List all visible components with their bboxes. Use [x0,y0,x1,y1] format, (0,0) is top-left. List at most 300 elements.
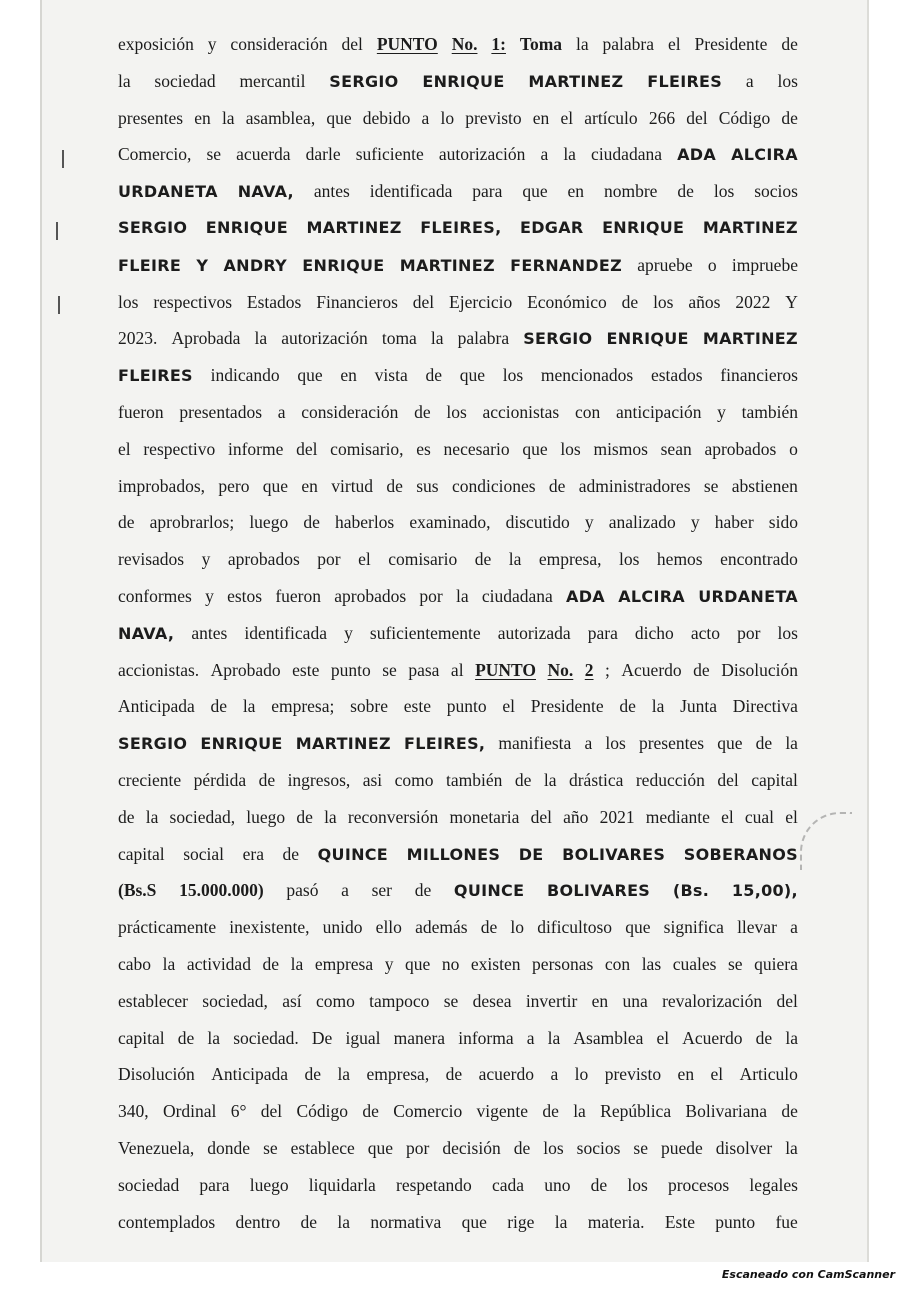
document-word: para [587,622,618,643]
document-word: MILLONES [406,844,501,864]
document-word: que [522,438,548,459]
document-word: los [502,365,524,386]
document-word: Comercio [393,1101,463,1122]
document-word: empresa, [366,1064,430,1085]
document-word: toma [381,328,417,349]
document-word: el [358,549,371,570]
document-word: del [530,806,552,827]
document-word: QUINCE [453,881,525,901]
document-word: y [384,953,394,974]
document-line [118,468,798,505]
document-word: se [633,1137,648,1158]
document-word: ADA [566,586,605,606]
document-word: sus [416,475,439,496]
scan-edge-mark [56,222,58,240]
document-word: 2022 [735,291,771,312]
document-word: sociedad [154,70,216,91]
document-word: Anticipada [118,696,195,717]
document-word: de [118,806,135,827]
document-word: una [622,990,648,1011]
document-word: unido [322,917,363,938]
document-word: el [656,1027,670,1048]
document-word: asi [362,769,383,790]
document-word: consideración [230,34,328,54]
document-word: ENRIQUE [606,329,689,349]
document-word: previsto [604,1064,662,1085]
document-word: la [145,806,159,827]
document-word: SERGIO [118,734,188,754]
document-word: de [303,512,320,533]
document-word: cada [491,1174,525,1195]
document-word: Acuerdo [682,1027,743,1048]
document-word: República [600,1101,672,1122]
document-word: Toma [519,34,563,54]
document-word: de [362,1101,379,1122]
document-word: informa [458,1027,514,1048]
document-word: socios [754,181,798,202]
document-word: dificultoso [537,917,613,938]
document-word: vista [374,365,408,386]
document-word: luego [249,512,289,533]
document-word: el [118,438,131,459]
document-word: ciudadana [591,144,662,165]
document-word: la [455,585,469,606]
document-word: los [777,70,798,91]
document-word: previsto [465,107,522,128]
document-word: que [461,1211,487,1232]
document-word: pasó [286,880,319,901]
document-word: de [542,1101,559,1122]
document-word: presentes [118,107,184,128]
document-word: DE [518,844,544,864]
document-word: que [326,107,352,128]
document-word: De [311,1027,333,1048]
document-word: cual [744,806,775,827]
document-word: la [573,1101,586,1122]
document-word: el [502,696,516,717]
document-word: palabra [457,328,510,349]
document-word: (Bs. [672,881,710,901]
document-word: empresa, [538,549,602,570]
document-word: año [563,806,589,827]
document-word: haber [714,512,754,533]
document-word: ENRIQUE [302,255,385,275]
document-word: Aprobado [210,659,281,680]
document-word: ; [605,659,610,680]
document-word: reconversión [347,806,439,827]
document-word: Ordinal [162,1101,217,1122]
document-word: 266 [648,107,676,128]
document-word: ENRIQUE [422,71,505,91]
document-word: el [560,107,574,128]
document-word: en [677,1064,695,1085]
document-word: estos [227,585,263,606]
document-word: revalorización [662,990,763,1011]
document-word: de [177,1027,195,1048]
document-word: indicando [210,365,280,386]
document-word: para [199,1174,230,1195]
document-word: Disolución [118,1064,195,1085]
document-word: de [619,696,636,717]
document-word: accionistas. [118,659,200,680]
document-word: Articulo [739,1064,798,1085]
document-line [118,983,798,1020]
document-word: la [162,953,176,974]
document-word: revisados [118,549,185,570]
document-word: comisario, [330,438,404,459]
document-word: abstienen [731,475,798,496]
document-word: de [693,659,710,680]
document-word: establecer [118,990,188,1011]
document-word: uno [544,1174,571,1195]
document-word: y [344,622,353,643]
document-word: manifiesta [498,733,572,754]
document-word: donde [207,1137,251,1158]
document-word: Junta [680,696,718,717]
document-word: de [781,107,798,128]
document-word: Acuerdo [621,659,682,680]
document-word: del [776,990,798,1011]
document-word: como [315,990,355,1011]
document-word: consideración [301,401,399,422]
document-word: este [292,659,320,680]
document-word: de [548,475,566,496]
document-word: la [324,806,337,827]
document-word: de [755,1027,773,1048]
document-word: fue [775,1211,798,1232]
document-word: Código [718,107,771,128]
document-word: nombre [603,181,658,202]
document-word: NAVA, [118,623,175,643]
document-word: y [584,512,594,533]
document-word: Y [785,291,798,312]
document-word: al [450,659,464,680]
document-word: dentro [235,1211,281,1232]
document-word: de [386,475,403,496]
document-word: PUNTO [376,34,438,54]
document-word: la [242,696,256,717]
document-line [118,1056,798,1093]
document-word: discutido [505,512,570,533]
document-word: autorización [281,328,368,349]
document-word: 2023. [118,328,158,349]
document-word: disolver [715,1137,773,1158]
document-word: así [282,990,302,1011]
document-word: palabra [602,34,655,54]
document-line [118,357,798,394]
document-word: en [340,365,357,386]
document-word: con [604,953,631,974]
document-word: a [790,917,798,938]
document-word: 2021 [599,806,635,827]
scan-edge-mark [58,296,60,314]
document-line [118,100,798,137]
document-word: de [300,1211,318,1232]
document-word: de [414,880,432,901]
document-word: presentes [638,733,705,754]
document-word: cuales [672,953,717,974]
document-word: No. [451,34,478,54]
document-line [118,1020,798,1057]
document-word: de [781,34,798,54]
document-word: Directiva [732,696,798,717]
document-word: el [785,806,798,827]
document-word: de [445,1064,463,1085]
document-word: ANDRY [223,255,288,275]
document-word: identificada [369,181,453,202]
document-word: debido [362,107,411,128]
document-word: SOBERANOS [683,844,798,864]
document-word: en [567,181,585,202]
document-word: de [304,1064,321,1085]
document-word: administradores [578,475,691,496]
document-word: SERGIO [329,71,399,91]
document-word: accionistas [482,401,560,422]
document-word: establece [290,1137,355,1158]
document-word: respetando [396,1174,472,1195]
document-word: se [703,475,719,496]
document-word: drástica [568,769,624,790]
document-word: el [721,806,734,827]
document-word: comisario [388,549,458,570]
document-word: actividad [186,953,251,974]
document-word: este [403,696,431,717]
document-word: de [677,181,694,202]
document-word: manera [393,1027,446,1048]
document-word: Presidente [530,696,604,717]
document-word: ello [375,917,402,938]
document-line [118,210,798,247]
document-word: 15.000.000) [179,880,264,901]
document-word: PUNTO [475,659,536,680]
document-word: FLEIRE [118,255,182,275]
document-word: contemplados [118,1211,216,1232]
document-word: punto [715,1211,756,1232]
document-word: ciudadana [481,585,553,606]
document-word: y [717,401,726,422]
document-word: era [242,843,264,864]
document-line [118,173,798,210]
document-word: socios [576,1137,621,1158]
document-word: informe [227,438,284,459]
document-word: por [406,1137,430,1158]
document-word: de [513,1137,531,1158]
document-word: mismos [593,438,648,459]
document-word: de [118,512,135,533]
document-word: FLEIRES [647,71,723,91]
document-word: prácticamente [118,917,217,938]
document-word: como [394,769,434,790]
document-word: y [690,512,700,533]
document-word: 2 [584,659,594,680]
document-word: 1: [491,34,506,54]
document-word: la [508,549,522,570]
document-word: a [421,107,430,128]
document-word: SERGIO [523,329,593,349]
document-word: los [627,1174,648,1195]
document-word: la [554,1211,568,1232]
document-word: autorizada [497,622,571,643]
document-word: se [382,659,397,680]
document-word: Disolución [721,659,798,680]
document-word: 6° [230,1101,247,1122]
document-word: o [707,254,717,275]
document-word: ENRIQUE [200,734,283,754]
document-word: respectivos [153,291,233,312]
document-word: los [605,733,626,754]
document-word: los [446,401,467,422]
document-word: la [785,1137,798,1158]
document-word: invertir [525,990,578,1011]
document-word: necesario [443,438,510,459]
document-word: de [755,733,773,754]
document-word: dicho [634,622,674,643]
document-word: la [337,1211,351,1232]
document-word: Estados [246,291,302,312]
document-word: antes [313,181,350,202]
document-word: aprobados [227,549,300,570]
document-word: además [415,917,468,938]
document-word: Anticipada [211,1064,289,1085]
document-word: rige [507,1211,535,1232]
document-word: la [207,1027,221,1048]
document-word: de [210,696,228,717]
document-word: también [446,769,503,790]
document-word: Aprobada [171,328,241,349]
document-word: la [547,1027,561,1048]
document-word: Código [296,1101,349,1122]
document-word: la [543,769,557,790]
document-word: la [563,144,576,165]
document-word: quiera [754,953,798,974]
document-word: punto [330,659,371,680]
document-word: fueron [118,401,164,422]
document-word: del [686,107,708,128]
document-word: que [297,365,323,386]
document-word: hemos [656,549,703,570]
document-word: sociedad, [202,990,268,1011]
document-word: a [540,144,549,165]
document-word: capital [118,843,165,864]
document-line [118,394,798,431]
document-word: pérdida [193,769,247,790]
document-word: normativa [370,1211,442,1232]
document-word: de [258,769,276,790]
document-word: acuerdo [478,1064,534,1085]
document-word: NAVA, [237,182,294,202]
document-word: la [651,696,665,717]
document-word: 15,00), [731,881,798,901]
document-word: significa [663,917,724,938]
document-word: se [206,144,222,165]
document-line [118,284,798,321]
document-word: que [367,1137,394,1158]
document-word: ENRIQUE [205,217,289,237]
document-word: No. [547,659,574,680]
document-word: pero [218,475,250,496]
document-word: a [277,401,286,422]
document-word: se [263,1137,278,1158]
document-word: MARTINEZ [399,255,495,275]
document-line [118,1093,798,1130]
document-word: presentados [179,401,263,422]
document-word: que [262,475,289,496]
document-word: Ejercicio [449,291,513,312]
document-word: financieros [720,365,798,386]
document-word: respectivo [143,438,216,459]
document-word: MARTINEZ [528,71,624,91]
document-line [118,725,798,762]
document-line [118,688,798,725]
document-word: de [781,1101,798,1122]
document-word: Venezuela, [118,1137,195,1158]
document-word: Presidente [694,34,768,54]
document-word: vigente [476,1101,529,1122]
document-word: FLEIRES, [420,217,502,237]
document-word: lo [440,107,455,128]
document-word: la [221,107,235,128]
document-word: existen [470,953,521,974]
document-word: aprobrarlos; [149,512,235,533]
document-word: de [474,549,492,570]
document-word: la [785,733,798,754]
document-word: lo [510,917,525,938]
document-word: del [717,769,739,790]
document-word: de [480,917,498,938]
document-word: los [713,181,735,202]
document-word: aprobados [334,585,407,606]
document-line [118,504,798,541]
document-word: 340, [118,1101,149,1122]
document-word: la [337,1064,351,1085]
document-word: encontrado [720,549,798,570]
document-word: capital [751,769,798,790]
document-word: Asamblea [573,1027,644,1048]
document-word: MARTINEZ [295,734,391,754]
document-line [118,1167,798,1204]
document-word: sean [660,438,692,459]
document-word: no [441,953,460,974]
document-word: decisión [442,1137,501,1158]
document-word: lo [574,1064,589,1085]
document-word: sobre [350,696,389,717]
document-word: sociedad. [233,1027,299,1048]
document-word: de [282,843,300,864]
document-word: desea [472,990,512,1011]
document-word: exposición [118,34,194,54]
document-word: FERNANDEZ [510,255,622,275]
document-word: que [625,917,651,938]
document-word: aprobados [704,438,777,459]
document-word: ENRIQUE [602,217,685,237]
document-word: a [341,880,349,901]
document-word: ALCIRA [618,586,685,606]
document-word: mencionados [540,365,634,386]
document-word: el [710,1064,724,1085]
scanner-watermark: Escaneado con CamScanner [721,1268,895,1281]
document-word: con [574,401,601,422]
document-word: llevar [737,917,777,938]
document-word: que [717,733,743,754]
document-line [118,247,798,284]
document-word: la [290,953,304,974]
document-word: antes [191,622,228,643]
document-line [118,909,798,946]
document-word: reducción [635,769,705,790]
document-word: a [745,70,754,91]
document-word: materia. [587,1211,645,1232]
document-word: asamblea, [245,107,316,128]
